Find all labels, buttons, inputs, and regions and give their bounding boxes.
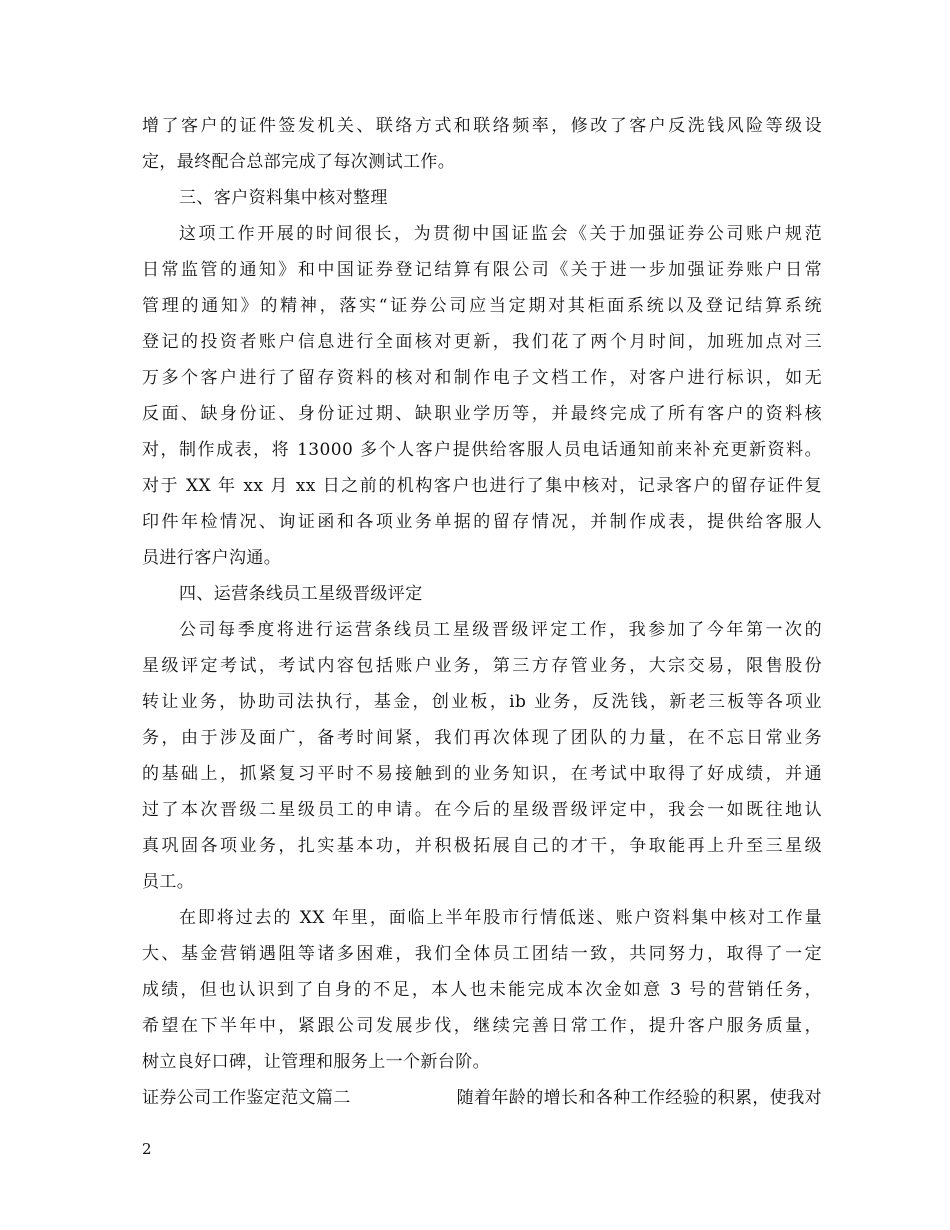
- section-heading: 四、运营条线员工星级晋级评定: [179, 584, 423, 604]
- paragraph-line: 登记的投资者账户信息进行全面核对更新，我们花了两个月时间，加班加点对三: [142, 332, 822, 352]
- paragraph-line: 公司每季度将进行运营条线员工星级晋级评定工作，我参加了今年第一次的: [179, 620, 822, 640]
- paragraph-line: 对于 XX 年 xx 月 xx 日之前的机构客户也进行了集中核对，记录客户的留存证件复: [142, 476, 822, 496]
- paragraph-line: 星级评定考试，考试内容包括账户业务，第三方存管业务，大宗交易，限售股份: [142, 656, 822, 676]
- paragraph-line: 务，由于涉及面广，备考时间紧，我们再次体现了团队的力量，在不忘日常业务: [142, 728, 822, 748]
- paragraph-line: 印件年检情况、询证函和各项业务单据的留存情况，并制作成表，提供给客服人: [142, 512, 822, 532]
- paragraph-line: 树立良好口碑，让管理和服务上一个新台阶。: [142, 1052, 490, 1072]
- paragraph-line: 员进行客户沟通。: [142, 548, 282, 568]
- paragraph-line: 日常监管的通知》和中国证券登记结算有限公司《关于进一步加强证券账户日常: [142, 260, 822, 280]
- paragraph-line: 转让业务，协助司法执行，基金，创业板，ib 业务，反洗钱，新老三板等各项业: [142, 692, 822, 712]
- next-article-title: 证券公司工作鉴定范文篇二: [142, 1088, 351, 1108]
- paragraph-line: 万多个客户进行了留存资料的核对和制作电子文档工作，对客户进行标识，如无: [142, 368, 822, 388]
- paragraph-line: 真巩固各项业务，扎实基本功，并积极拓展自己的才干，争取能再上升至三星级: [142, 836, 822, 856]
- paragraph-line: 希望在下半年中，紧跟公司发展步伐，继续完善日常工作，提升客户服务质量，: [142, 1016, 822, 1036]
- paragraph-line: 在即将过去的 XX 年里，面临上半年股市行情低迷、账户资料集中核对工作量: [179, 908, 822, 928]
- next-article-line: [142, 1080, 822, 1116]
- section-heading: 三、客户资料集中核对整理: [179, 188, 388, 208]
- page-number: 2: [142, 1140, 152, 1158]
- paragraph-line: 成绩，但也认识到了自身的不足，本人也未能完成本次金如意 3 号的营销任务，: [142, 980, 822, 1000]
- paragraph-line: 的基础上，抓紧复习平时不易接触到的业务知识，在考试中取得了好成绩，并通: [142, 764, 822, 784]
- paragraph-line: 这项工作开展的时间很长，为贯彻中国证监会《关于加强证券公司账户规范: [179, 224, 822, 244]
- paragraph-line: 过了本次晋级二星级员工的申请。在今后的星级晋级评定中，我会一如既往地认: [142, 800, 822, 820]
- document-body: [142, 108, 822, 1116]
- paragraph-line: 增了客户的证件签发机关、联络方式和联络频率，修改了客户反洗钱风险等级设: [142, 116, 822, 136]
- paragraph-line: 反面、缺身份证、身份证过期、缺职业学历等，并最终完成了所有客户的资料核: [142, 404, 822, 424]
- paragraph-line: 对，制作成表，将 13000 多个人客户提供给客服人员电话通知前来补充更新资料。: [142, 440, 822, 460]
- next-article-continuation: 随着年龄的增长和各种工作经验的积累，使我对: [456, 1088, 822, 1108]
- paragraph-line: 管理的通知》的精神，落实“证券公司应当定期对其柜面系统以及登记结算系统: [142, 296, 822, 316]
- paragraph-line: 大、基金营销遇阻等诸多困难，我们全体员工团结一致，共同努力，取得了一定: [142, 944, 822, 964]
- paragraph-line: 员工。: [142, 872, 195, 892]
- paragraph-line: 定，最终配合总部完成了每次测试工作。: [142, 152, 456, 172]
